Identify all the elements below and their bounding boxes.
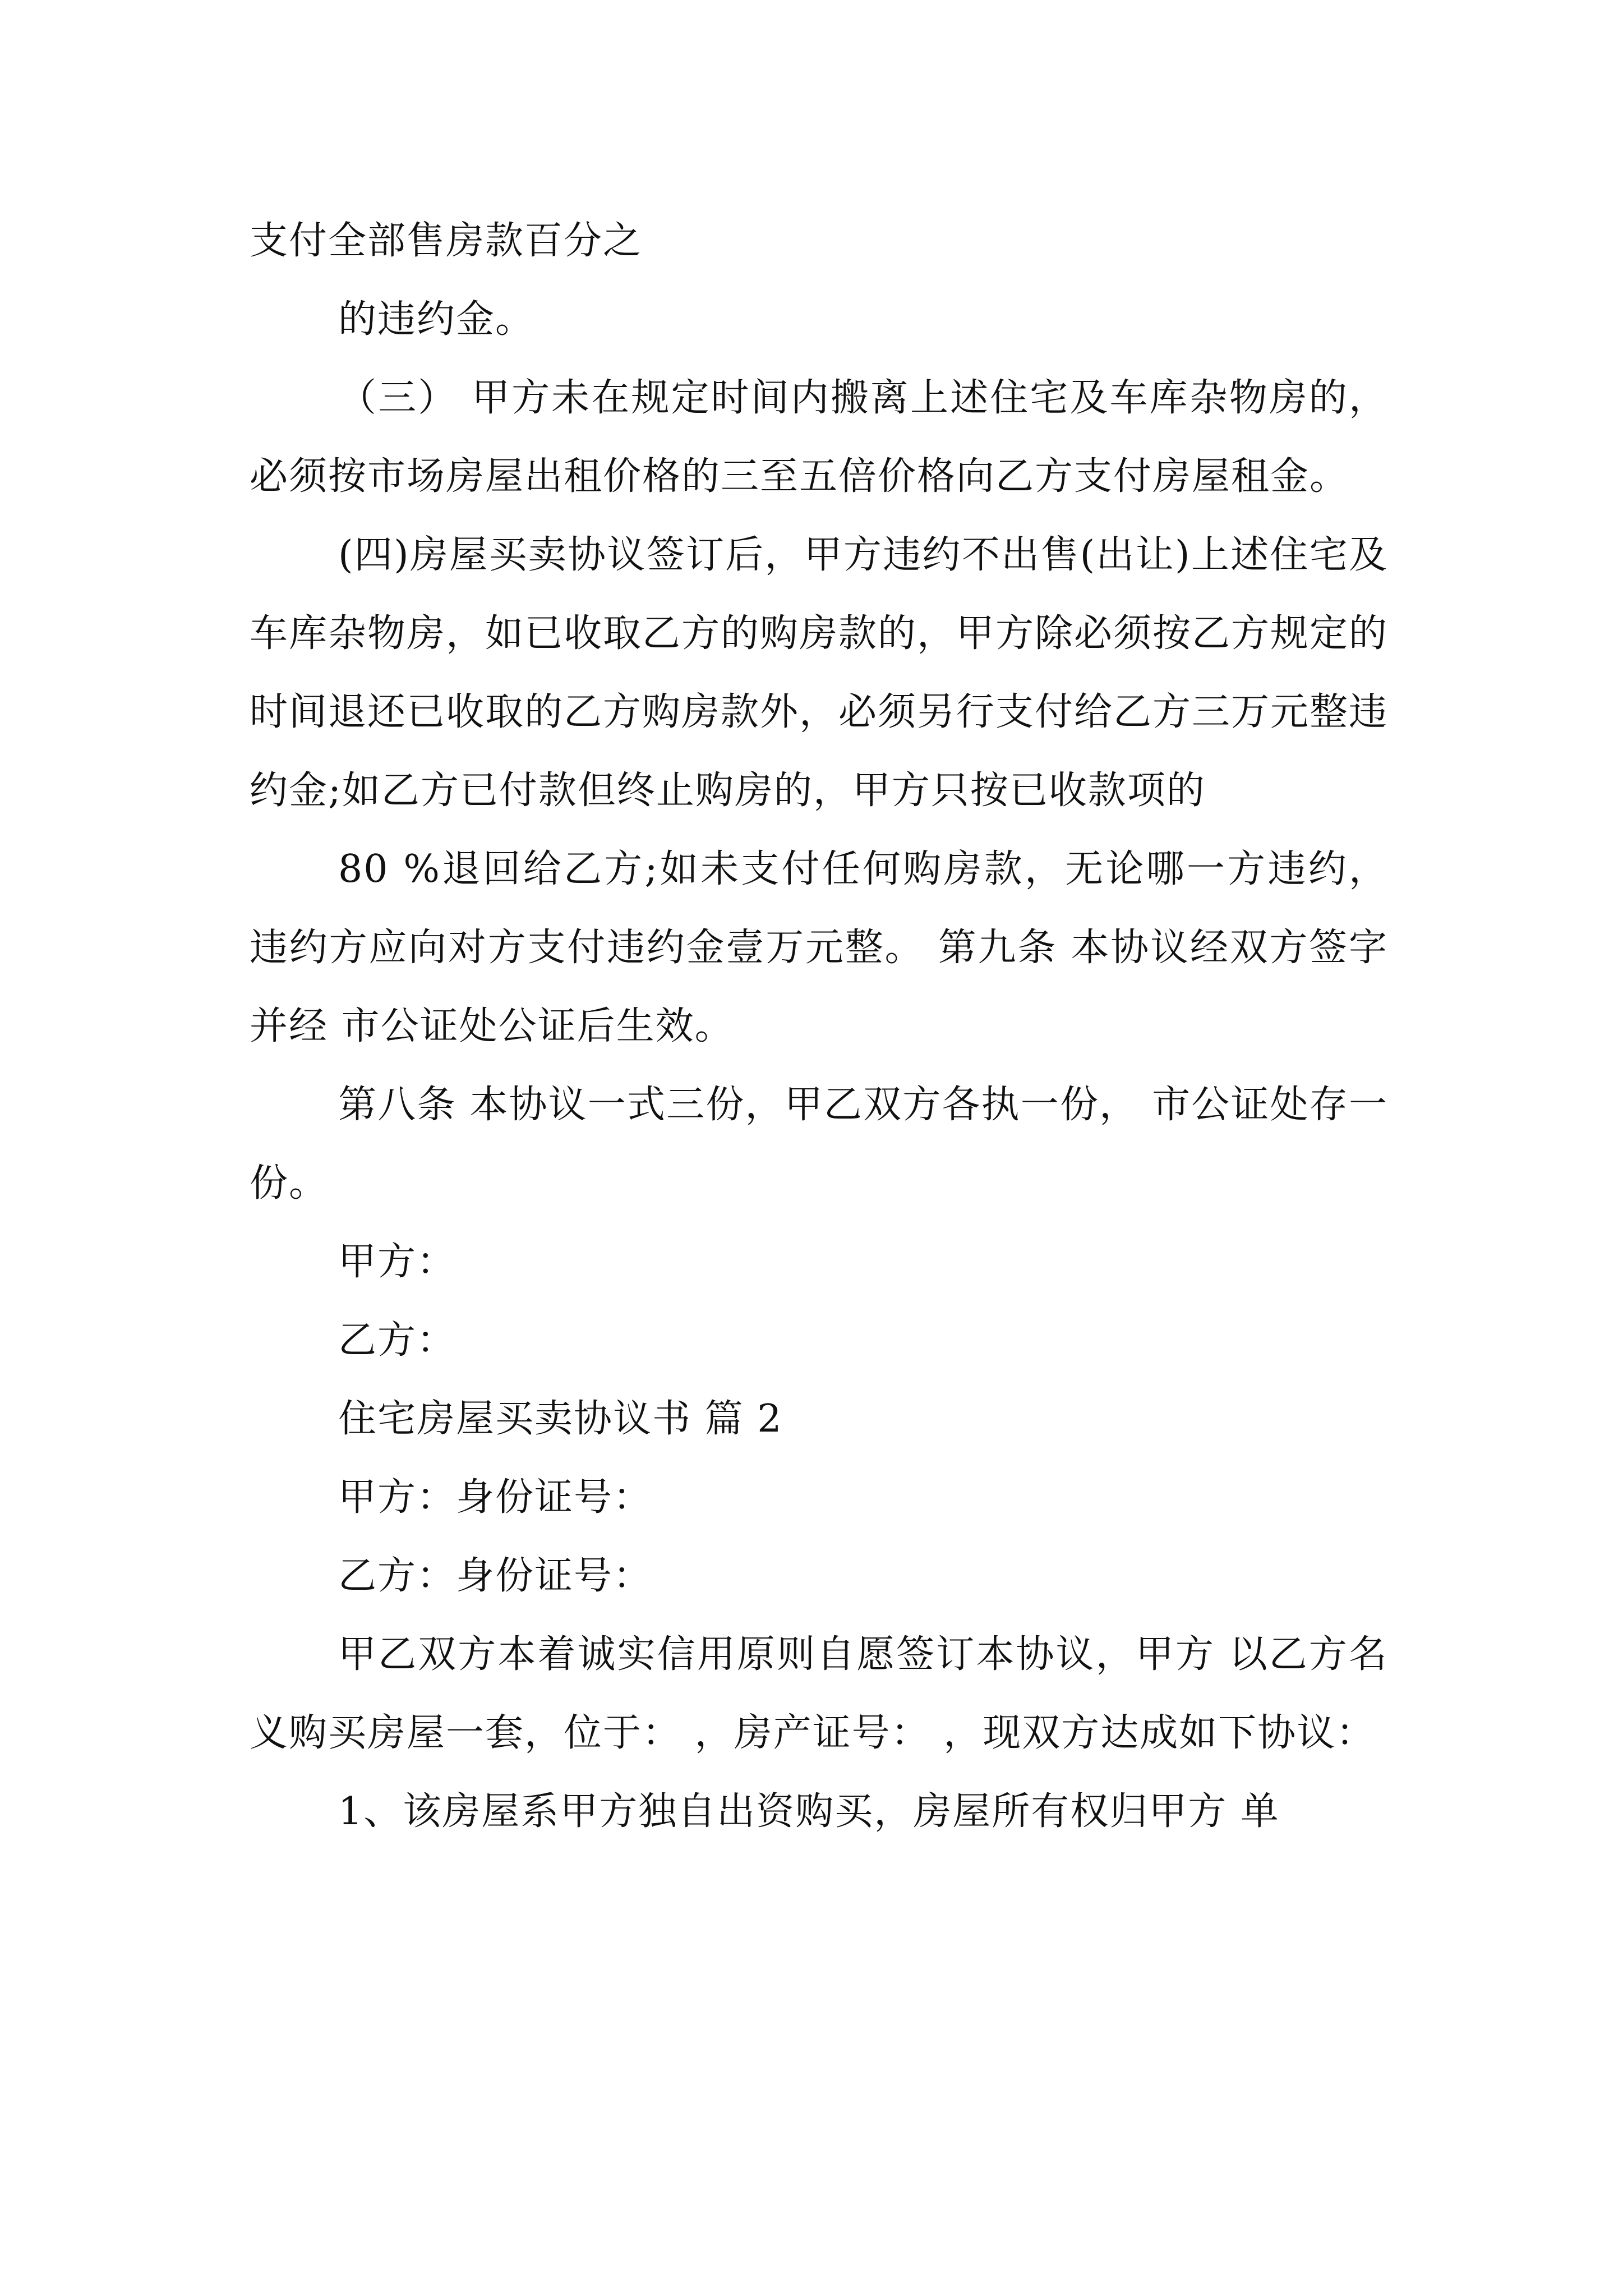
paragraph: 甲乙双方本着诚实信用原则自愿签订本协议，甲方 以乙方名义购买房屋一套，位于： ，房产证号： ，现双方达成如下协议：	[250, 1632, 1388, 1755]
paragraph: 1、该房屋系甲方独自出资购买，房屋所有权归甲方 单	[338, 1789, 1280, 1834]
paragraph: 80 %退回给乙方;如未支付任何购房款，无论哪一方违约，违约方应向对方支付违约金壹万元整。 第九条 本协议经双方签字并经 市公证处公证后生效。	[250, 847, 1388, 1048]
paragraph: 支付全部售房款百分之	[250, 219, 643, 263]
party-b-id-line: 乙方：身份证号：	[338, 1554, 653, 1598]
party-b-signature-line: 乙方：	[338, 1318, 457, 1363]
party-a-signature-line: 甲方：	[338, 1240, 457, 1284]
paragraph: （三） 甲方未在规定时间内搬离上述住宅及车库杂物房的，必须按市场房屋出租价格的三至五倍价格向乙方支付房屋租金。	[250, 376, 1388, 499]
paragraph: 第八条 本协议一式三份，甲乙双方各执一份， 市公证处存一份。	[250, 1083, 1388, 1205]
paragraph: 的违约金。	[338, 297, 535, 342]
party-a-id-line: 甲方：身份证号：	[338, 1475, 653, 1520]
section-heading: 住宅房屋买卖协议书 篇 2	[338, 1397, 783, 1441]
paragraph: (四)房屋买卖协议签订后，甲方违约不出售(出让)上述住宅及车库杂物房，如已收取乙方的购房款的，甲方除必须按乙方规定的时间退还已收取的乙方购房款外，必须另行支付给乙方三万元整违约金;如乙方已付款但终止购房的，甲方只按已收款项的	[250, 533, 1389, 813]
document-body	[250, 202, 1388, 1851]
